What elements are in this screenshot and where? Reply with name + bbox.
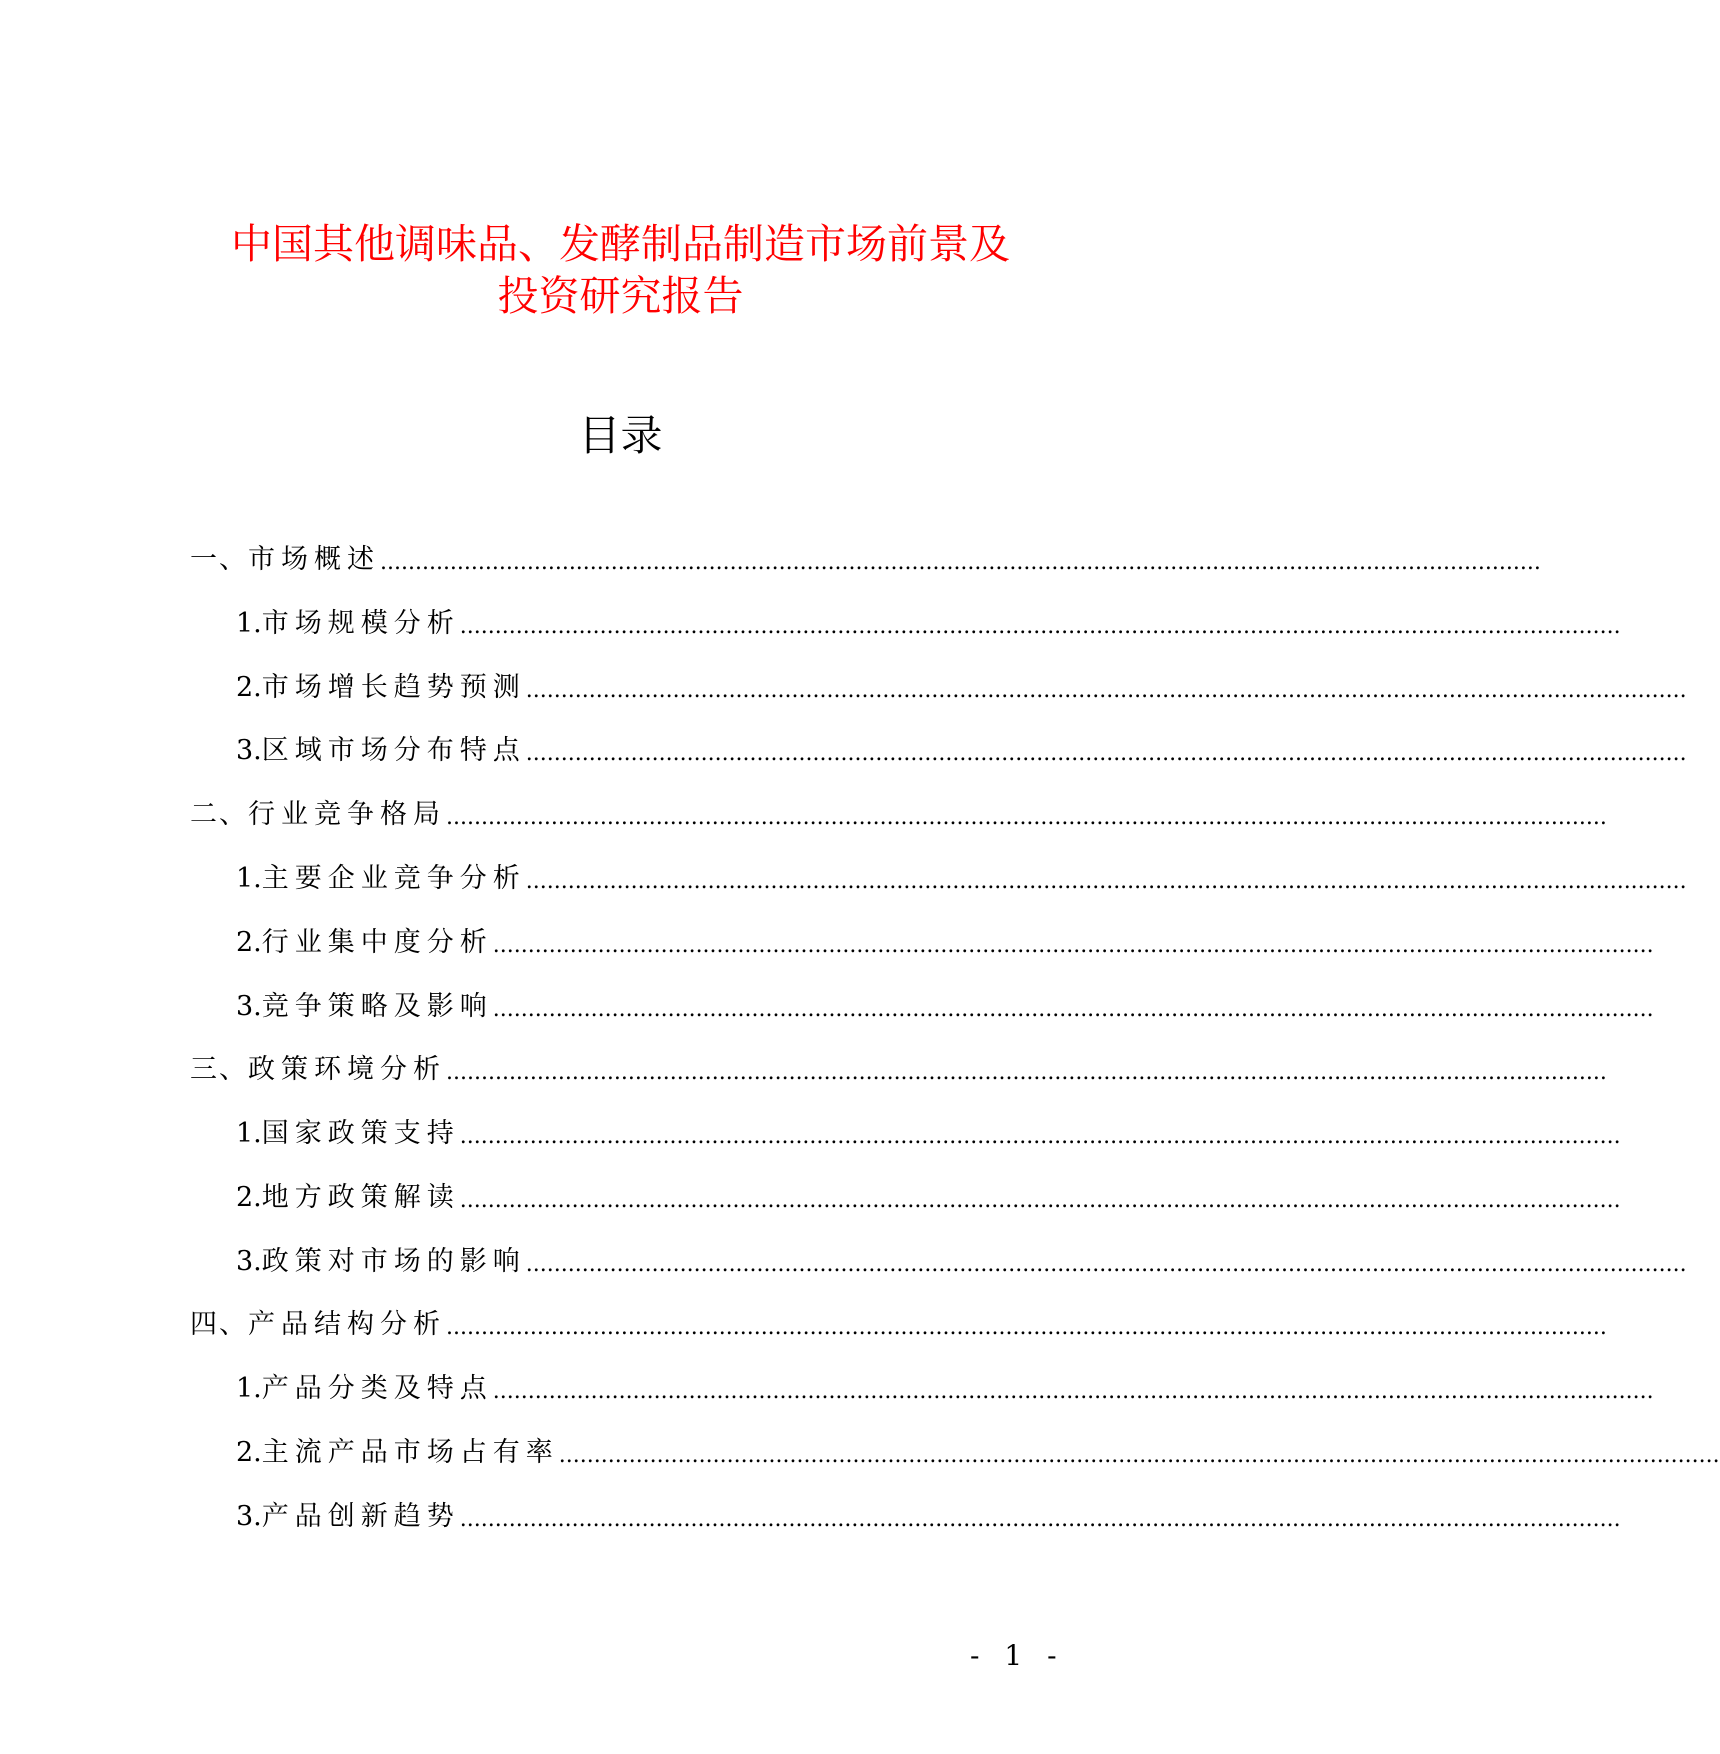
toc-entry[interactable] [236,923,1654,963]
toc-entry-number: 四、 [190,1309,248,1340]
toc-entry-number: 一、 [190,544,248,575]
toc-entry-title: 市场增长趋势预测 [261,672,526,703]
toc-dot-leader: ...................................................................................................................................................................... [446,1315,1607,1340]
toc-dot-leader: ...................................................................................................................................................................... [525,741,1687,766]
toc-entry-title: 市场概述 [248,544,380,575]
toc-entry[interactable] [190,540,1541,580]
toc-dot-leader: ...................................................................................................................................................................... [492,933,1654,958]
toc-entry-number: 1. [236,608,262,639]
toc-dot-leader: ...................................................................................................................................................................... [492,1379,1654,1404]
toc-entry[interactable] [236,1178,1621,1218]
toc-entry-title: 政策环境分析 [248,1054,446,1085]
toc-dot-leader: ...................................................................................................................................................................... [459,1188,1621,1213]
toc-entry[interactable] [236,1497,1621,1537]
document-title-line-2: 投资研究报告 [497,272,744,320]
toc-entry[interactable] [190,1305,1607,1345]
toc-entry-title: 产品分类及特点 [261,1373,493,1404]
toc-entry-title: 行业集中度分析 [261,927,493,958]
toc-entry[interactable] [236,668,1687,708]
toc-entry-title: 主要企业竞争分析 [261,863,526,894]
toc-entry[interactable] [190,1050,1607,1090]
toc-entry-title: 产品创新趋势 [261,1501,460,1532]
toc-dot-leader: ...................................................................................................................................................................... [492,997,1654,1022]
toc-entry-title: 主流产品市场占有率 [261,1437,559,1468]
document-title [0,218,1241,322]
toc-entry-number: 2. [236,672,262,703]
toc-entry-title: 国家政策支持 [261,1118,460,1149]
toc-entry-number: 3. [236,735,262,766]
toc-entry[interactable] [236,731,1687,771]
toc-entry[interactable] [236,859,1687,899]
document-title-line-1: 中国其他调味品、发酵制品制造市场前景及 [231,220,1010,268]
toc-entry[interactable] [236,987,1654,1027]
toc-entry-number: 2. [236,1437,262,1468]
toc-entry-title: 地方政策解读 [261,1182,460,1213]
toc-entry-number: 2. [236,927,262,958]
toc-entry-number: 1. [236,1118,262,1149]
toc-dot-leader: ...................................................................................................................................................................... [558,1443,1720,1468]
toc-dot-leader: ...................................................................................................................................................................... [459,1507,1621,1532]
toc-entry[interactable] [236,604,1621,644]
toc-entry-number: 3. [236,1246,262,1277]
toc-entry-title: 区域市场分布特点 [261,735,526,766]
toc-entry-number: 二、 [190,799,248,830]
toc-dot-leader: ...................................................................................................................................................................... [459,1124,1621,1149]
toc-dot-leader: ...................................................................................................................................................................... [459,614,1621,639]
toc-entry-number: 2. [236,1182,262,1213]
toc-entry-title: 行业竞争格局 [248,799,446,830]
toc-entry[interactable] [236,1369,1654,1409]
toc-dot-leader: ...................................................................................................................................................................... [525,678,1687,703]
page-number: - 1 - [970,1639,1065,1672]
toc-entry-number: 3. [236,991,262,1022]
toc-dot-leader: ...................................................................................................................................................................... [380,550,1541,575]
toc-entry-title: 政策对市场的影响 [261,1246,526,1277]
toc-entry[interactable] [236,1433,1720,1473]
toc-entry[interactable] [190,795,1607,835]
toc-entry-number: 1. [236,1373,262,1404]
toc-dot-leader: ...................................................................................................................................................................... [525,1252,1687,1277]
toc-dot-leader: ...................................................................................................................................................................... [525,869,1687,894]
toc-entry-title: 产品结构分析 [248,1309,446,1340]
toc-heading: 目录 [578,411,663,460]
toc-entry[interactable] [236,1114,1621,1154]
toc-entry-title: 竞争策略及影响 [261,991,493,1022]
toc-dot-leader: ...................................................................................................................................................................... [446,805,1607,830]
toc-entry-number: 1. [236,863,262,894]
toc-entry-number: 三、 [190,1054,248,1085]
toc-entry-number: 3. [236,1501,262,1532]
toc-entry-title: 市场规模分析 [261,608,460,639]
toc-dot-leader: ...................................................................................................................................................................... [446,1060,1607,1085]
toc-entry[interactable] [236,1242,1687,1282]
